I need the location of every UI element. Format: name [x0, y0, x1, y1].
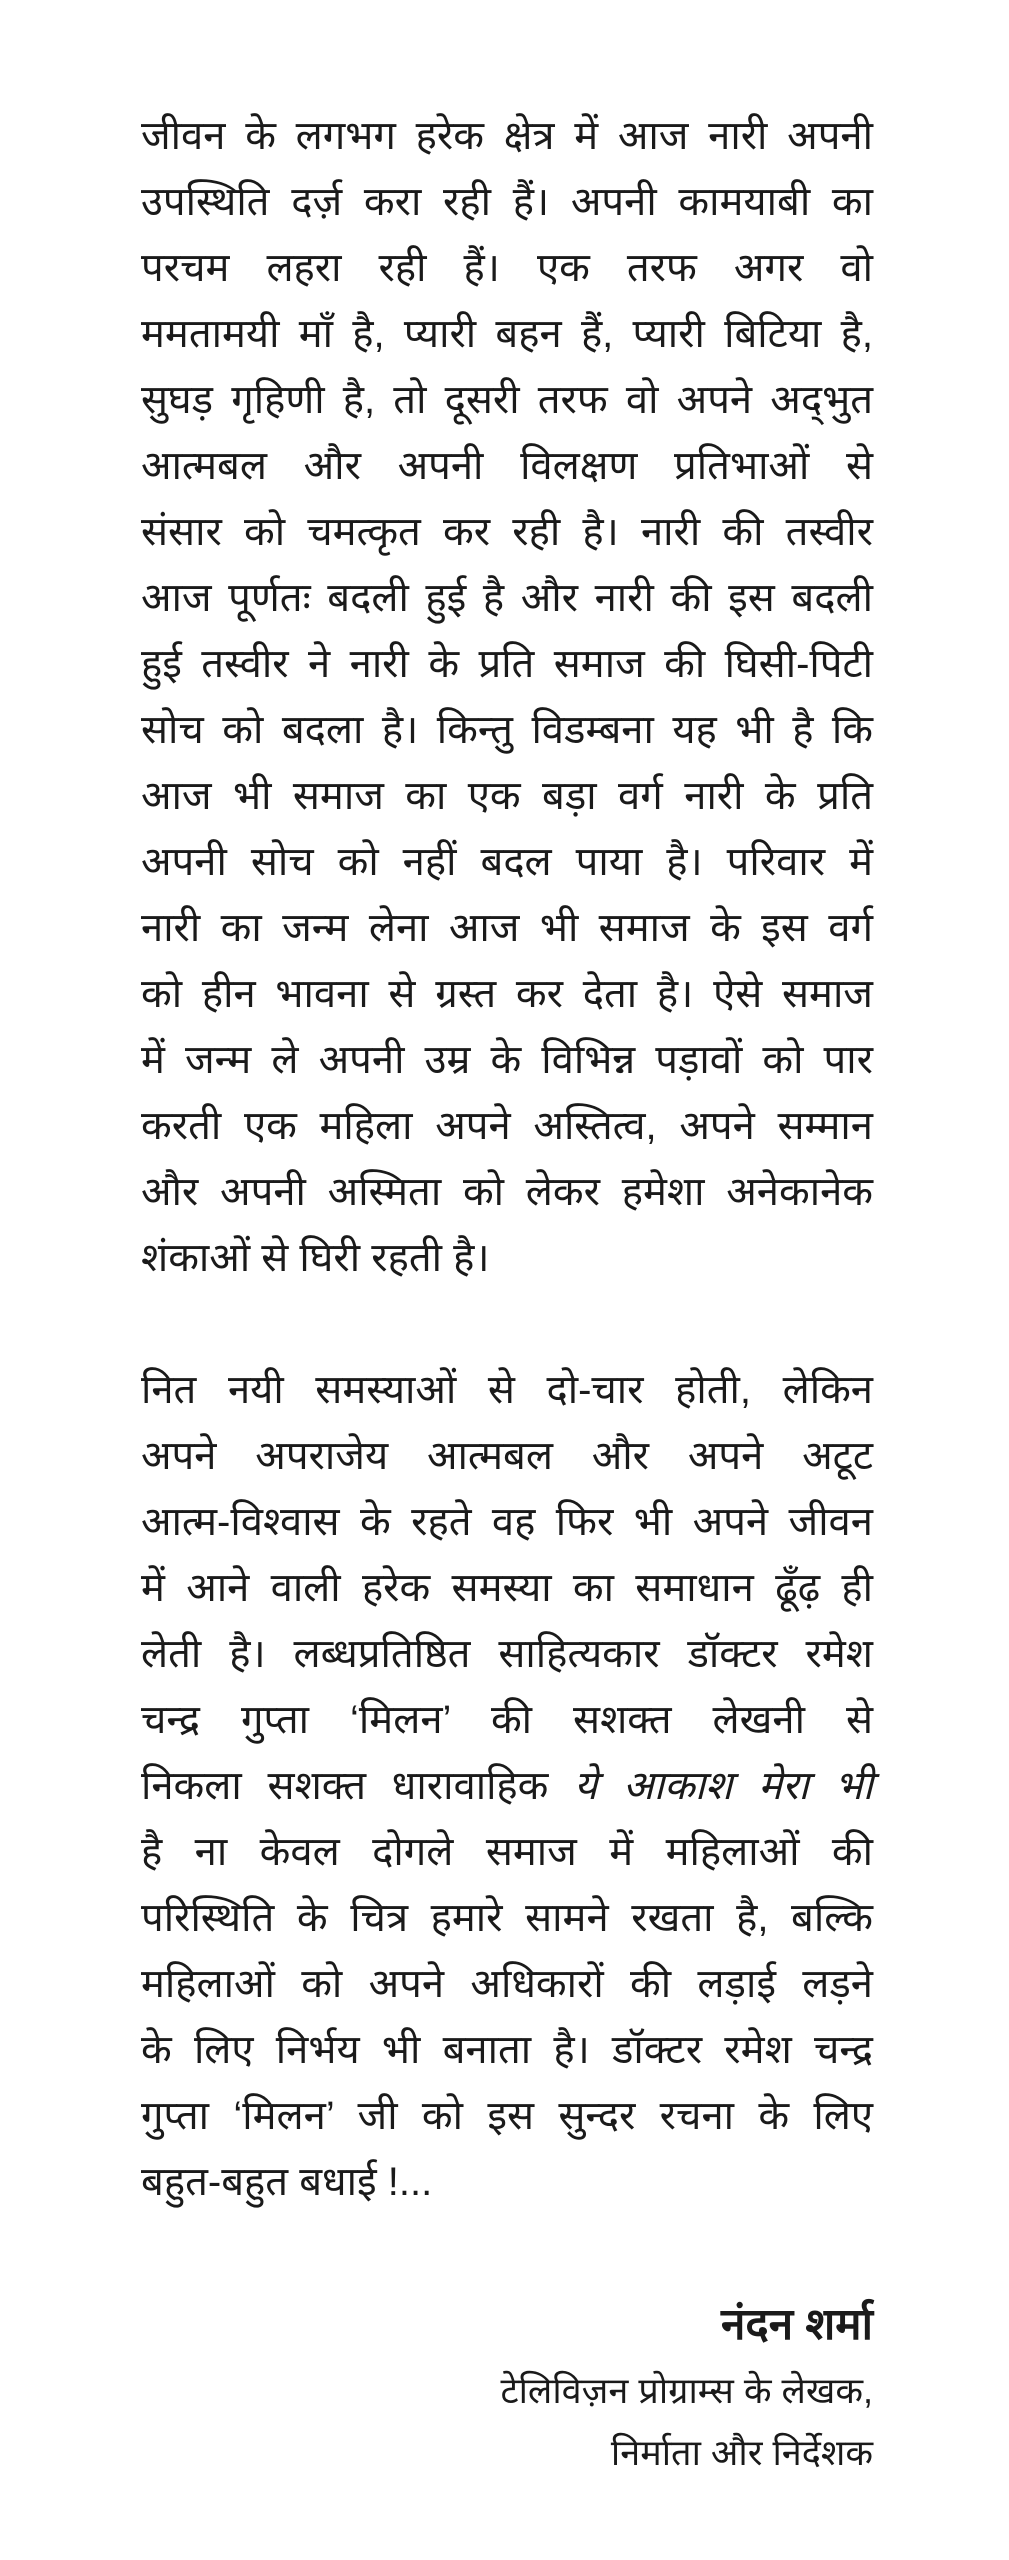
- text-line: गुप्ता ‘मिलन’ जी को इस सुन्दर रचना के लिए: [141, 2094, 873, 2138]
- text-line: जीवन के लगभग हरेक क्षेत्र में आज नारी अपनी: [141, 114, 873, 158]
- text-line: के लिए निर्भय भी बनाता है। डॉक्टर रमेश चन्द्र: [141, 2028, 873, 2072]
- text-line: लेती है। लब्धप्रतिष्ठित साहित्यकार डॉक्टर रमेश: [141, 1632, 873, 1676]
- text-line: सुघड़ गृहिणी है, तो दूसरी तरफ वो अपने अद्‌भुत: [141, 378, 873, 422]
- paragraph: [141, 1357, 873, 2215]
- text-line: महिलाओं को अपने अधिकारों की लड़ाई लड़ने: [141, 1962, 873, 2006]
- foreword-body: [141, 103, 873, 2281]
- text-line: नारी का जन्म लेना आज भी समाज के इस वर्ग: [141, 906, 873, 950]
- text-line: परचम लहरा रही हैं। एक तरफ अगर वो: [141, 246, 873, 290]
- text-line: सोच को बदला है। किन्तु विडम्बना यह भी है कि: [141, 708, 873, 752]
- text-line: नित नयी समस्याओं से दो-चार होती, लेकिन: [141, 1368, 873, 1412]
- text-line: आज पूर्णतः बदली हुई है और नारी की इस बदली: [141, 576, 873, 620]
- serial-title: ये आकाश मेरा भी: [574, 1764, 873, 1808]
- text-line: करती एक महिला अपने अस्तित्व, अपने सम्मान: [141, 1104, 873, 1148]
- author-role-line-1: टेलिविज़न प्रोग्राम्स के लेखक,: [500, 2370, 873, 2411]
- author-name: नंदन शर्मा: [720, 2300, 873, 2349]
- text-line: ममतामयी माँ है, प्यारी बहन हैं, प्यारी बिटिया है,: [141, 312, 873, 356]
- text-segment: निकला सशक्त धारावाहिक: [141, 1764, 575, 1808]
- text-line: परिस्थिति के चित्र हमारे सामने रखता है, बल्कि: [141, 1896, 873, 1940]
- text-line: और अपनी अस्मिता को लेकर हमेशा अनेकानेक: [141, 1170, 873, 1214]
- text-line: है ना केवल दोगले समाज में महिलाओं की: [141, 1830, 873, 1874]
- text-line: को हीन भावना से ग्रस्त कर देता है। ऐसे समाज: [141, 972, 873, 1016]
- text-line: आत्मबल और अपनी विलक्षण प्रतिभाओं से: [141, 444, 873, 488]
- author-role-line-2: निर्माता और निर्देशक: [610, 2432, 873, 2473]
- text-line: चन्द्र गुप्ता ‘मिलन’ की सशक्त लेखनी से: [141, 1698, 873, 1742]
- paragraph: [141, 103, 873, 1291]
- text-line: उपस्थिति दर्ज़ करा रही हैं। अपनी कामयाबी का: [141, 180, 873, 224]
- text-line: हुई तस्वीर ने नारी के प्रति समाज की घिसी-पिटी: [141, 642, 873, 686]
- text-line: में आने वाली हरेक समस्या का समाधान ढूँढ़ ही: [141, 1566, 873, 1610]
- text-line: आत्म-विश्वास के रहते वह फिर भी अपने जीवन: [141, 1500, 873, 1544]
- signature-block: [500, 2290, 873, 2484]
- text-line: में जन्म ले अपनी उम्र के विभिन्न पड़ावों को पार: [141, 1038, 873, 1082]
- text-line: अपने अपराजेय आत्मबल और अपने अटूट: [141, 1434, 873, 1478]
- text-line: आज भी समाज का एक बड़ा वर्ग नारी के प्रति: [141, 774, 873, 818]
- text-line: [141, 1753, 873, 1819]
- text-line: शंकाओं से घिरी रहती है।: [141, 1236, 490, 1280]
- text-line: बहुत-बहुत बधाई !...: [141, 2160, 433, 2204]
- text-line: अपनी सोच को नहीं बदल पाया है। परिवार में: [141, 840, 873, 884]
- text-line: संसार को चमत्कृत कर रही है। नारी की तस्वीर: [141, 510, 873, 554]
